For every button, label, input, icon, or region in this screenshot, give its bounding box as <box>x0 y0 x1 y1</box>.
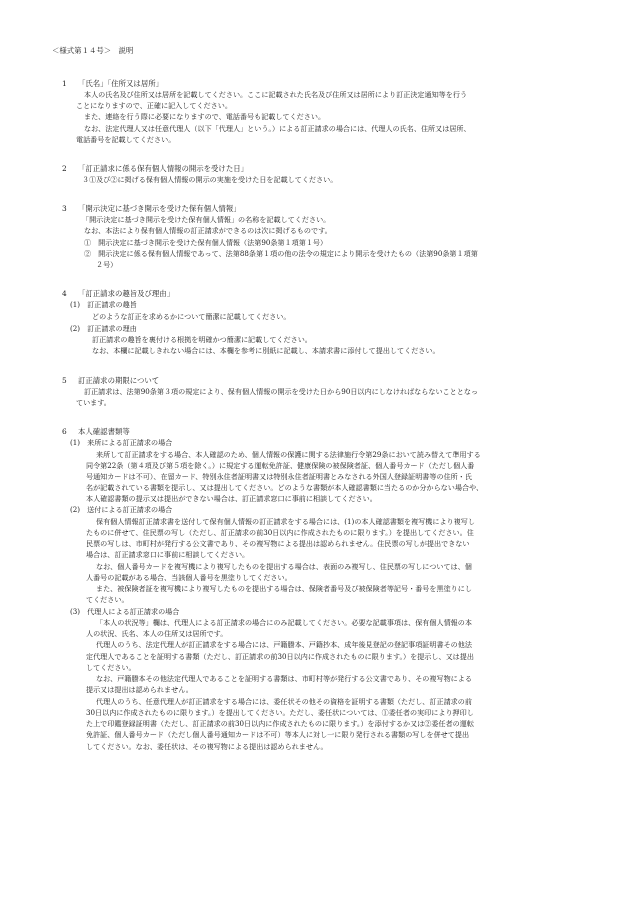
section-6-line: なお、個人番号カードを複写機により複写したものを提出する場合は、表面のみ複写し、住民票の写しについては、個 <box>96 562 472 571</box>
section-6-line: 保有個人情報訂正請求書を送付して保有個人情報の訂正請求をする場合には、(1)の本人確認書類を複写機により複写し <box>96 517 475 526</box>
section-2-number: 2 <box>62 164 67 173</box>
section-6-line: 同令第22条（第４項及び第５項を除く。）に規定する運転免許証、健康保険の被保険者証、個人番号カード（ただし個人番 <box>86 461 475 470</box>
section-6-line: してください。なお、委任状は、その複写物による提出は認められません。 <box>86 742 328 751</box>
section-6-number: 6 <box>62 427 67 436</box>
section-4-line: 訂正請求の趣旨を裏付ける根拠を明確かつ簡潔に記載してください。 <box>92 335 312 344</box>
section-4-line: なお、本欄に記載しきれない場合には、本欄を参考に別紙に記載し、本請求書に添付して提出してください。 <box>92 346 440 355</box>
section-4-line: どのような訂正を求めるかについて簡潔に記載してください。 <box>92 312 291 321</box>
section-6-subheading: (2) 送付による訂正請求の場合 <box>70 505 173 514</box>
section-6-line: 代理人のうち、任意代理人が訂正請求をする場合には、委任状その他その資格を証明する書類（ただし、訂正請求の前 <box>96 697 472 706</box>
section-3-line: ① 開示決定に基づき開示を受けた保有個人情報（法第90条第１項第１号） <box>84 238 328 247</box>
section-1-line: 本人の氏名及び住所又は居所を記載してください。ここに記載された氏名及び住所又は居所により訂正決定通知等を行う <box>84 90 468 99</box>
section-6-line: 場合は、訂正請求窓口に事前に相談してください。 <box>86 550 250 559</box>
section-6-line: 定代理人であることを証明する書類（ただし、訂正請求の前30日以内に作成されたものに限ります。）を提示し、又は提出 <box>86 652 474 661</box>
section-2-heading: 「訂正請求に係る保有個人情報の開示を受けた日」 <box>78 164 248 173</box>
section-4-subheading: (2) 訂正請求の理由 <box>70 324 137 333</box>
section-6-line: 民票の写しは、市町村が発行する公文書であり、その複写物による提出は認められません。住民票の写しが提出できない <box>86 539 470 548</box>
section-6-subheading: (3) 代理人による訂正請求の場合 <box>70 607 180 616</box>
section-5-heading: 訂正請求の期限について <box>78 376 160 385</box>
section-4-subheading: (1) 訂正請求の趣旨 <box>70 300 137 309</box>
section-3-line: 「開示決定に基づき開示を受けた保有個人情報」の名称を記載してください。 <box>82 215 331 224</box>
section-6-line: 人の状況、氏名、本人の住所又は居所です。 <box>86 629 228 638</box>
section-6-line: た上で印鑑登録証明書（ただし、訂正請求の前30日以内に作成されたものに限ります。）を添付するか又は②委任者の運転 <box>86 719 474 728</box>
section-6-line: たものに併せて、住民票の写し（ただし、訂正請求の前30日以内に作成されたものに限ります。）を提出してください。住 <box>86 528 474 537</box>
section-3-line: なお、本法により保有個人情報の訂正請求ができるのは次に掲げるものです。 <box>84 226 332 235</box>
section-5-line: 訂正請求は、法第90条第３項の規定により、保有個人情報の開示を受けた日から90日以内にしなければならないこととなっ <box>84 387 479 396</box>
section-1-line: 電話番号を記載してください。 <box>76 135 176 144</box>
section-2-line: ３①及び②に掲げる保有個人情報の開示の実施を受けた日を記載してください。 <box>82 175 338 184</box>
section-6-line: てください。 <box>86 595 129 604</box>
section-6-line: 代理人のうち、法定代理人が訂正請求をする場合には、戸籍謄本、戸籍抄本、成年後見登記の登記事項証明書その他法 <box>96 640 472 649</box>
section-3-heading: 「開示決定に基づき開示を受けた保有個人情報」 <box>78 204 241 213</box>
section-1-heading: 「氏名」「住所又は居所」 <box>78 79 163 88</box>
section-5-line: ています。 <box>76 398 111 407</box>
section-1-number: 1 <box>62 79 67 88</box>
section-5-number: 5 <box>62 376 67 385</box>
section-6-line: 名が記載されている書類を提示し、又は提出してください。どのような書類が本人確認書類に当たるのか分からない場合や、 <box>86 483 484 492</box>
section-3-line: ② 開示決定に係る保有個人情報であって、法第88条第１項の他の法令の規定により開示を受けたもの（法第90条第１項第 <box>84 249 478 258</box>
section-3-number: 3 <box>62 204 67 213</box>
section-4-heading: 「訂正請求の趣旨及び理由」 <box>78 289 175 298</box>
section-6-line: 「本人の状況等」欄は、代理人による訂正請求の場合にのみ記載してください。必要な記載事項は、保有個人情報の本 <box>96 618 472 627</box>
section-3-line: ２号） <box>96 260 118 269</box>
section-6-line: 号通知カードは不可）、在留カード、特別永住者証明書又は特別永住者証明書とみなされる外国人登録証明書等の住所・氏 <box>86 472 472 481</box>
section-6-line: 本人確認書類の提示又は提出ができない場合は、訂正請求窓口に事前に相談してください。 <box>86 494 377 503</box>
section-1-line: また、連絡を行う際に必要になりますので、電話番号も記載してください。 <box>84 112 326 121</box>
section-6-subheading: (1) 来所による訂正請求の場合 <box>70 438 173 447</box>
section-6-heading: 本人確認書類等 <box>78 427 130 436</box>
section-6-line: 人番号の記載がある場合、当該個人番号を黒塗りしてください。 <box>86 573 292 582</box>
section-1-line: なお、法定代理人又は任意代理人（以下「代理人」という。）による訂正請求の場合には、代理人の氏名、住所又は居所、 <box>84 124 471 133</box>
section-1-line: ことになりますので、正確に記入してください。 <box>76 101 232 110</box>
section-6-line: また、被保険者証を複写機により複写したものを提出する場合は、保険者番号及び被保険者等記号・番号を黒塗りにし <box>96 584 472 593</box>
form-title: ＜様式第１４号＞ 説明 <box>52 46 134 55</box>
section-6-line: 30日以内に作成されたものに限ります。）を提出してください。ただし、委任状については、①委任者の実印により押印し <box>86 708 474 717</box>
section-4-number: 4 <box>62 289 67 298</box>
section-6-line: してください。 <box>86 663 136 672</box>
section-6-line: 免許証、個人番号カード（ただし個人番号通知カードは不可）等本人に対し一に限り発行される書類の写しを併せて提出 <box>86 730 470 739</box>
section-6-line: 来所して訂正請求をする場合、本人確認のため、個人情報の保護に関する法律施行令第29条において読み替えて準用する <box>96 450 481 459</box>
section-6-line: なお、戸籍謄本その他法定代理人であることを証明する書類は、市町村等が発行する公文書であり、その複写物による <box>96 674 472 683</box>
section-6-line: 提示又は提出は認められません。 <box>86 685 193 694</box>
